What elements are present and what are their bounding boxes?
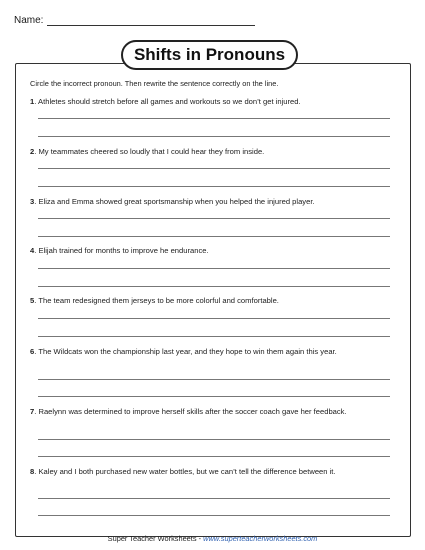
- title-text: Shifts in Pronouns: [133, 45, 286, 64]
- question-text: Kaley and I both purchased new water bottles, but we can’t tell the difference between it.: [38, 467, 336, 476]
- question-5: 5. The team redesigned them jerseys to be more colorful and comfortable.: [30, 296, 279, 305]
- footer: [0, 534, 425, 543]
- question-text: Athletes should stretch before all games and workouts so we don’t get injured.: [38, 97, 301, 106]
- question-number: 3: [30, 197, 35, 206]
- question-6: 6. The Wildcats won the championship last year, and they hope to win them again this year.: [30, 347, 337, 356]
- question-3: 3. Eliza and Emma showed great sportsmanship when you helped the injured player.: [30, 197, 315, 206]
- question-8: 8. Kaley and I both purchased new water bottles, but we can’t tell the difference between it.: [30, 467, 336, 476]
- question-number: 4: [30, 246, 35, 255]
- question-text: The Wildcats won the championship last year, and they hope to win them again this year.: [38, 347, 337, 356]
- answer-line[interactable]: [38, 515, 390, 516]
- answer-line[interactable]: [38, 336, 390, 337]
- answer-line[interactable]: [38, 396, 390, 397]
- footer-url-link[interactable]: www.superteacherworksheets.com: [203, 534, 318, 543]
- question-2: 2. My teammates cheered so loudly that I could hear they from inside.: [30, 147, 265, 156]
- answer-line[interactable]: [38, 286, 390, 287]
- answer-line[interactable]: [38, 136, 390, 137]
- name-label: Name:: [14, 15, 44, 26]
- question-number: 6: [30, 347, 35, 356]
- question-text: The team redesigned them jerseys to be more colorful and comfortable.: [38, 296, 279, 305]
- worksheet-title: [121, 40, 298, 70]
- name-field[interactable]: [47, 14, 255, 26]
- answer-line[interactable]: [38, 318, 390, 319]
- question-number: 5: [30, 296, 35, 305]
- question-text: Eliza and Emma showed great sportsmanship when you helped the injured player.: [38, 197, 315, 206]
- footer-separator: -: [196, 534, 204, 543]
- answer-line[interactable]: [38, 456, 390, 457]
- answer-line[interactable]: [38, 186, 390, 187]
- answer-line[interactable]: [38, 236, 390, 237]
- question-1: 1. Athletes should stretch before all games and workouts so we don’t get injured.: [30, 97, 301, 106]
- question-number: 2: [30, 147, 35, 156]
- name-field-row: [14, 14, 255, 26]
- instructions: Circle the incorrect pronoun. Then rewrite the sentence correctly on the line.: [30, 79, 279, 88]
- answer-line[interactable]: [38, 439, 390, 440]
- answer-line[interactable]: [38, 118, 390, 119]
- answer-line[interactable]: [38, 218, 390, 219]
- question-text: Elijah trained for months to improve he endurance.: [38, 246, 209, 255]
- question-number: 8: [30, 467, 35, 476]
- answer-line[interactable]: [38, 168, 390, 169]
- question-7: 7. Raelynn was determined to improve herself skills after the soccer coach gave her feedback.: [30, 407, 347, 416]
- question-4: 4. Elijah trained for months to improve he endurance.: [30, 246, 209, 255]
- footer-publisher: Super Teacher Worksheets: [107, 534, 197, 543]
- question-text: Raelynn was determined to improve herself skills after the soccer coach gave her feedback.: [38, 407, 347, 416]
- answer-line[interactable]: [38, 379, 390, 380]
- question-number: 7: [30, 407, 35, 416]
- answer-line[interactable]: [38, 498, 390, 499]
- answer-line[interactable]: [38, 268, 390, 269]
- question-number: 1: [30, 97, 35, 106]
- question-text: My teammates cheered so loudly that I could hear they from inside.: [38, 147, 265, 156]
